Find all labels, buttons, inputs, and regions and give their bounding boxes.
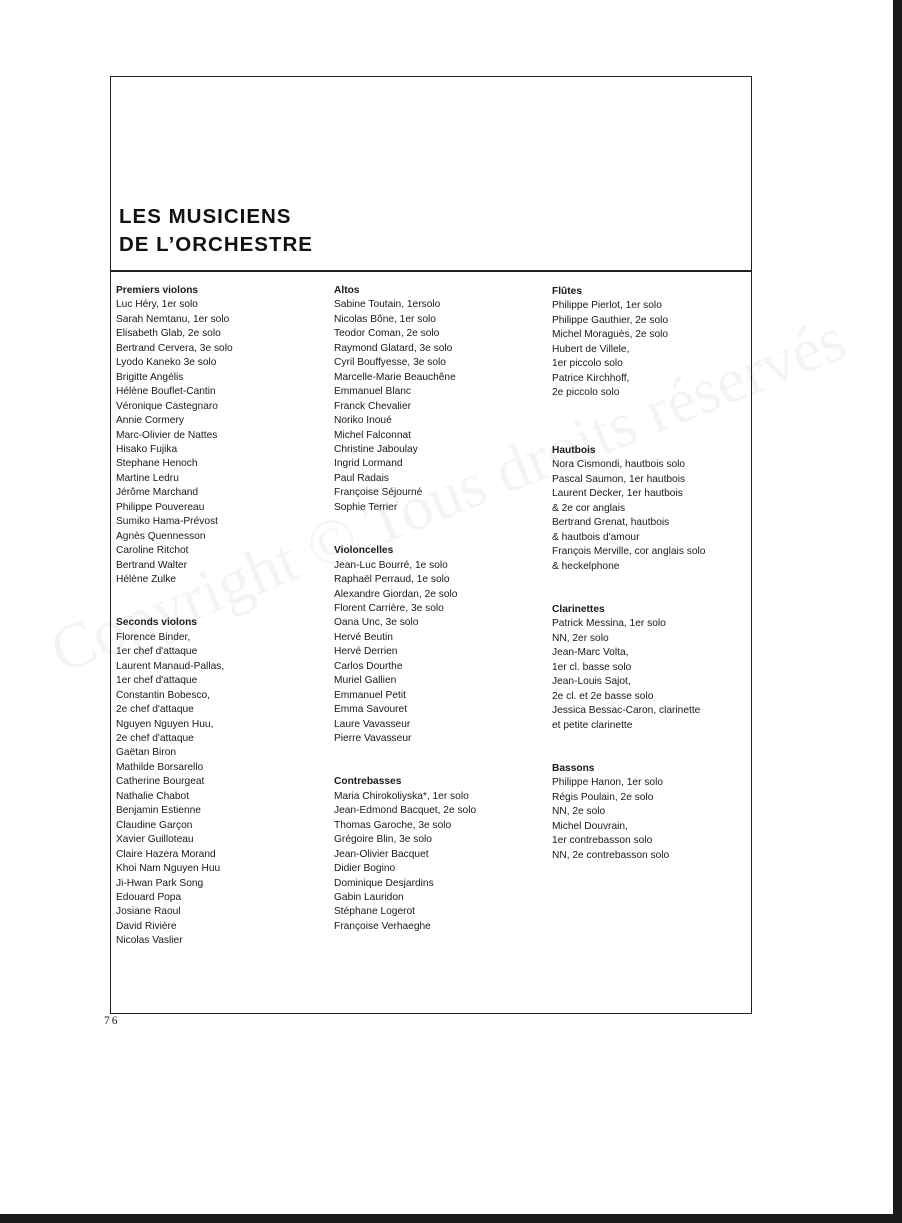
page-number: 76	[104, 1015, 120, 1027]
member-entry: 2e chef d'attaque	[116, 704, 194, 716]
member-entry: Emmanuel Blanc	[334, 386, 412, 398]
member-entry: Teodor Coman, 2e solo	[334, 328, 440, 340]
member-entry: 1er piccolo solo	[552, 358, 623, 370]
member-entry: Jean-Olivier Bacquet	[334, 848, 429, 860]
section-violoncelles	[334, 544, 539, 746]
member-entry: et petite clarinette	[552, 719, 633, 731]
member-entry: 1er chef d'attaque	[116, 646, 198, 658]
member-entry: Raphaël Perraud, 1e solo	[334, 574, 450, 586]
member-entry: Laure Vavasseur	[334, 718, 411, 730]
member-entry: Caroline Ritchot	[116, 545, 189, 557]
member-entry: Emmanuel Petit	[334, 689, 406, 701]
member-entry: 2e cl. et 2e basse solo	[552, 690, 654, 702]
section-title: Premiers violons	[116, 285, 199, 296]
member-entry: Régis Poulain, 2e solo	[552, 791, 654, 803]
section-spacer	[552, 733, 757, 762]
member-entry: Christine Jaboulay	[334, 443, 418, 455]
member-entry: Paul Radais	[334, 472, 389, 484]
section-bassons	[552, 762, 757, 863]
member-entry: Benjamin Estienne	[116, 805, 201, 817]
member-entry: Sarah Nemtanu, 1er solo	[116, 313, 230, 325]
column-3	[552, 285, 757, 863]
member-entry: Nguyen Nguyen Huu,	[116, 718, 214, 730]
member-entry: Muriel Gallien	[334, 675, 397, 687]
member-entry: Hervé Beutin	[334, 631, 393, 643]
member-entry: Sumiko Hama-Prévost	[116, 516, 218, 528]
member-entry: Pascal Saumon, 1er hautbois	[552, 473, 686, 485]
member-entry: Edouard Popa	[116, 892, 182, 904]
member-entry: Nicolas Vaslier	[116, 935, 183, 947]
member-entry: & hautbois d'amour	[552, 531, 640, 543]
member-entry: Ji-Hwan Park Song	[116, 877, 204, 889]
member-entry: Jean-Marc Volta,	[552, 647, 629, 659]
member-entry: Emma Savouret	[334, 704, 408, 716]
member-entry: Martine Ledru	[116, 472, 179, 484]
member-entry: 1er cl. basse solo	[552, 661, 632, 673]
member-entry: Didier Bogino	[334, 863, 396, 875]
member-entry: 1er chef d'attaque	[116, 675, 198, 687]
member-entry: Grégoire Blin, 3e solo	[334, 834, 432, 846]
member-entry: Jérôme Marchand	[116, 487, 199, 499]
member-entry: Michel Moraguès, 2e solo	[552, 329, 669, 341]
scan-edge-right	[893, 0, 902, 1223]
member-entry: Gabin Lauridon	[334, 892, 404, 903]
member-entry: Khoi Nam Nguyen Huu	[116, 863, 221, 875]
member-entry: Michel Douvrain,	[552, 820, 628, 832]
member-entry: Maria Chirokoliyska*, 1er solo	[334, 790, 469, 802]
member-entry: Gaëtan Biron	[116, 747, 177, 759]
column-1	[116, 284, 321, 949]
member-entry: Philippe Hanon, 1er solo	[552, 777, 664, 789]
member-entry: Annie Cormery	[116, 415, 184, 427]
member-entry: Constantin Bobesco,	[116, 689, 211, 701]
page-title	[119, 203, 313, 259]
member-entry: Nicolas Bône, 1er solo	[334, 313, 436, 325]
member-entry: Marc-Olivier de Nattes	[116, 429, 218, 441]
section-title: Flûtes	[552, 286, 583, 297]
member-entry: Michel Falconnat	[334, 429, 412, 441]
member-entry: 2e piccolo solo	[552, 387, 620, 399]
title-divider	[110, 270, 752, 272]
member-entry: & heckelphone	[552, 560, 620, 572]
title-line-1: LES MUSICIENS	[119, 205, 292, 228]
member-entry: Dominique Desjardins	[334, 877, 434, 889]
section-title: Contrebasses	[334, 776, 402, 788]
section-title: Clarinettes	[552, 603, 605, 615]
member-entry: Franck Chevalier	[334, 400, 411, 412]
member-entry: Luc Héry, 1er solo	[116, 299, 198, 311]
section-spacer	[552, 574, 757, 603]
member-entry: Cyril Bouffyesse, 3e solo	[334, 357, 446, 369]
member-entry: Laurent Decker, 1er hautbois	[552, 488, 683, 500]
member-entry: Sophie Terrier	[334, 501, 398, 513]
member-entry: Françoise Séjourné	[334, 487, 423, 499]
member-entry: Philippe Pierlot, 1er solo	[552, 300, 662, 312]
member-entry: Sabine Toutain, 1ersolo	[334, 299, 441, 311]
member-entry: Hélène Bouflet-Cantin	[116, 386, 216, 398]
member-entry: François Merville, cor anglais solo	[552, 546, 706, 558]
member-entry: NN, 2er solo	[552, 632, 609, 644]
section-seconds-violons	[116, 616, 321, 948]
member-entry: Laurent Manaud-Pallas,	[116, 660, 225, 672]
member-entry: Claire Hazera Morand	[116, 848, 216, 860]
member-entry: Nora Cismondi, hautbois solo	[552, 459, 686, 471]
member-entry: Véronique Castegnaro	[116, 400, 218, 412]
section-altos	[334, 284, 539, 515]
member-entry: Alexandre Giordan, 2e solo	[334, 588, 458, 600]
member-entry: Bertrand Walter	[116, 559, 187, 571]
member-entry: Catherine Bourgeat	[116, 776, 205, 788]
member-entry: Elisabeth Glab, 2e solo	[116, 328, 221, 340]
member-entry: Florence Binder,	[116, 631, 191, 643]
member-entry: Jean-Edmond Bacquet, 2e solo	[334, 805, 477, 817]
section-spacer	[116, 588, 321, 617]
member-entry: Noriko Inoué	[334, 415, 392, 427]
member-entry: Carlos Dourthe	[334, 660, 403, 672]
section-spacer	[552, 401, 757, 444]
member-entry: Patrice Kirchhoff,	[552, 372, 630, 384]
column-2	[334, 284, 539, 934]
member-entry: Agnès Quennesson	[116, 530, 206, 542]
member-entry: Bertrand Cervera, 3e solo	[116, 342, 233, 354]
member-entry: Jean-Louis Sajot,	[552, 676, 631, 688]
member-entry: David Rivière	[116, 920, 177, 932]
section-spacer	[334, 515, 539, 544]
section-flutes	[552, 285, 757, 401]
section-premiers-violons	[116, 284, 321, 588]
member-entry: Josiane Raoul	[116, 906, 181, 918]
section-title: Violoncelles	[334, 545, 394, 557]
member-entry: Jessica Bessac-Caron, clarinette	[552, 705, 701, 717]
section-clarinettes	[552, 603, 757, 733]
title-line-2: DE L’ORCHESTRE	[119, 233, 313, 256]
section-contrebasses	[334, 775, 539, 934]
member-entry: Lyodo Kaneko 3e solo	[116, 357, 217, 369]
member-entry: Hisako Fujika	[116, 443, 178, 455]
section-title: Altos	[334, 285, 360, 296]
member-entry: NN, 2e solo	[552, 806, 606, 818]
member-entry: Raymond Glatard, 3e solo	[334, 342, 453, 354]
member-entry: Stéphane Logerot	[334, 906, 416, 918]
member-entry: Mathilde Borsarello	[116, 761, 204, 773]
scan-edge-bottom	[0, 1214, 902, 1223]
member-entry: Thomas Garoche, 3e solo	[334, 819, 452, 831]
member-entry: Jean-Luc Bourré, 1e solo	[334, 559, 448, 571]
section-title: Hautbois	[552, 444, 596, 456]
member-entry: Marcelle-Marie Beauchêne	[334, 371, 456, 383]
member-entry: Stephane Henoch	[116, 458, 198, 470]
member-entry: Françoise Verhaeghe	[334, 920, 431, 932]
member-entry: Oana Unc, 3e solo	[334, 617, 419, 629]
section-hautbois	[552, 444, 757, 574]
section-spacer	[334, 746, 539, 775]
member-entry: Philippe Pouvereau	[116, 501, 205, 513]
member-entry: Florent Carrière, 3e solo	[334, 602, 444, 614]
member-entry: Patrick Messina, 1er solo	[552, 618, 666, 630]
member-entry: & 2e cor anglais	[552, 502, 626, 514]
member-entry: 1er contrebasson solo	[552, 835, 653, 847]
member-entry: Hubert de Villele,	[552, 343, 630, 355]
section-title: Bassons	[552, 762, 595, 774]
member-entry: Xavier Guilloteau	[116, 834, 194, 846]
member-entry: Hervé Derrien	[334, 646, 398, 658]
member-entry: Claudine Garçon	[116, 819, 193, 831]
member-entry: Hélène Zulke	[116, 574, 177, 586]
member-entry: Philippe Gauthier, 2e solo	[552, 314, 669, 326]
member-entry: Ingrid Lormand	[334, 458, 403, 470]
member-entry: Pierre Vavasseur	[334, 733, 412, 745]
member-entry: Nathalie Chabot	[116, 790, 190, 802]
member-entry: NN, 2e contrebasson solo	[552, 849, 670, 861]
member-entry: Bertrand Grenat, hautbois	[552, 517, 670, 529]
member-entry: Brigitte Angélis	[116, 371, 184, 383]
member-entry: 2e chef d'attaque	[116, 733, 194, 745]
section-title: Seconds violons	[116, 617, 197, 629]
